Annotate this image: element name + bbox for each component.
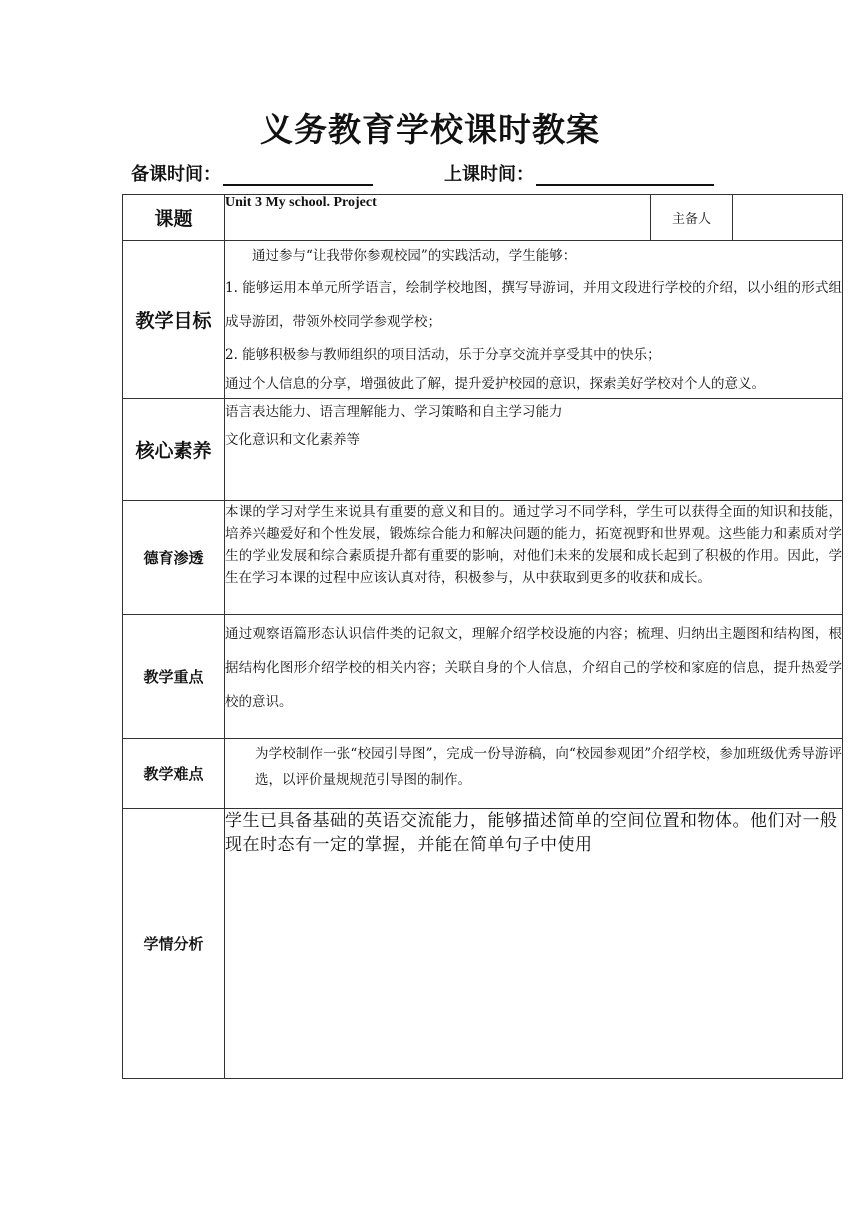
lead-teacher-value — [733, 195, 843, 241]
moral-text: 本课的学习对学生来说具有重要的意义和目的。通过学习不同学科，学生可以获得全面的知识和技能，培养兴趣爱好和个性发展，锻炼综合能力和解决问题的能力，拓宽视野和世界观。这些能力和素质对学生的学业发展和综合素质提升都有重要的影响，对他们未来的发展和成长起到了积极的作用。因此，学生在学习本课的过程中应该认真对待，积极参与，从中获取到更多的收获和成长。 — [225, 504, 842, 586]
prep-time-label: 备课时间： — [131, 164, 221, 185]
class-time-blank[interactable] — [536, 164, 714, 186]
key-points-text: 通过观察语篇形态认识信件类的记叙文，理解介绍学校设施的内容；梳理、归纳出主题图和结构图，根据结构化图形介绍学校的相关内容；关联自身的个人信息，介绍自己的学校和家庭的信息，提升热爱学校的意识。 — [225, 626, 842, 710]
moral-content — [225, 501, 843, 615]
analysis-row — [123, 809, 843, 1079]
prep-time-blank[interactable] — [223, 164, 373, 186]
difficult-points-label: 教学难点 — [123, 739, 225, 809]
lead-teacher-label: 主备人 — [651, 195, 733, 241]
lesson-plan-table — [122, 194, 843, 1079]
difficult-points-content — [225, 739, 843, 809]
objectives-label: 教学目标 — [123, 241, 225, 399]
topic-row — [123, 195, 843, 241]
objectives-item-1: 1. 能够运用本单元所学语言，绘制学校地图，撰写导游词，并用文段进行学校的介绍，以小组的形式组成导游团，带领外校同学参观学校； — [225, 280, 842, 330]
analysis-label: 学情分析 — [123, 809, 225, 1079]
core-line-2: 文化意识和文化素养等 — [225, 432, 360, 448]
objectives-intro: 通过参与“让我带你参观校园”的实践活动，学生能够： — [252, 248, 577, 264]
core-line-1: 语言表达能力、语言理解能力、学习策略和自主学习能力 — [225, 404, 563, 420]
class-time-label: 上课时间： — [444, 164, 534, 185]
topic-label: 课题 — [123, 195, 225, 241]
difficult-points-row — [123, 739, 843, 809]
page-title: 义务教育学校课时教案 — [260, 110, 600, 149]
prep-time-row — [131, 160, 373, 186]
analysis-content — [225, 809, 843, 1079]
key-points-content — [225, 615, 843, 739]
core-row — [123, 399, 843, 501]
topic-value: Unit 3 My school. Project — [225, 195, 651, 241]
key-points-label: 教学重点 — [123, 615, 225, 739]
moral-label: 德育渗透 — [123, 501, 225, 615]
analysis-text: 学生已具备基础的英语交流能力，能够描述简单的空间位置和物体。他们对一般现在时态有一定的掌握，并能在简单句子中使用 — [225, 811, 838, 855]
objectives-item-3: 通过个人信息的分享，增强彼此了解，提升爱护校园的意识，探索美好学校对个人的意义。 — [225, 376, 765, 392]
objectives-row — [123, 241, 843, 399]
key-points-row — [123, 615, 843, 739]
class-time-row — [444, 160, 714, 186]
objectives-item-2: 2. 能够积极参与教师组织的项目活动，乐于分享交流并享受其中的快乐； — [225, 347, 661, 363]
moral-row — [123, 501, 843, 615]
core-content — [225, 399, 843, 501]
objectives-content — [225, 241, 843, 399]
core-label: 核心素养 — [123, 399, 225, 501]
difficult-points-text: 为学校制作一张“校园引导图”，完成一份导游稿，向“校园参观团”介绍学校，参加班级优秀导游评选，以评价量规规范引导图的制作。 — [255, 746, 842, 788]
